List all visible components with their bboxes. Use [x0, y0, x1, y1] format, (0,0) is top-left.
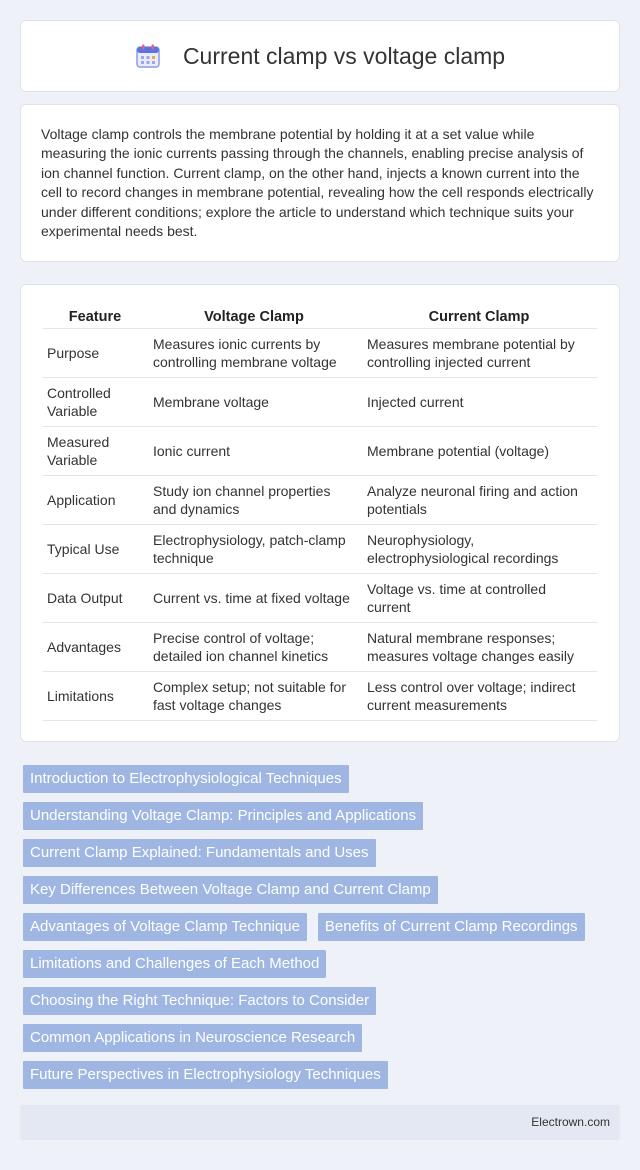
table-row — [43, 329, 597, 378]
table-cell-feature: Measured Variable — [43, 427, 147, 476]
table-cell-feature: Typical Use — [43, 525, 147, 574]
header-feature: Feature — [43, 305, 147, 329]
header-current-clamp: Current Clamp — [361, 305, 597, 329]
table-cell-current: Membrane potential (voltage) — [361, 427, 597, 476]
topic-link[interactable]: Benefits of Current Clamp Recordings — [318, 913, 585, 941]
table-cell-feature: Limitations — [43, 672, 147, 721]
intro-paragraph: Voltage clamp controls the membrane potential by holding it at a set value while measuring the ionic currents passing through the channels, enabling precise analysis of ion channel function. Current clamp, on the other hand, injects a known current into the cell to record changes in membrane potential, revealing how the cell responds electrically under different conditions; explore the article to understand which technique suits your experimental needs best. — [41, 126, 594, 240]
calendar-icon — [135, 43, 161, 69]
topic-link[interactable]: Advantages of Voltage Clamp Technique — [23, 913, 307, 941]
table-cell-current: Natural membrane responses; measures voltage changes easily — [361, 623, 597, 672]
topic-link[interactable]: Common Applications in Neuroscience Research — [23, 1024, 362, 1052]
table-cell-voltage: Precise control of voltage; detailed ion channel kinetics — [147, 623, 361, 672]
page-title: Current clamp vs voltage clamp — [182, 42, 506, 69]
table-cell-current: Analyze neuronal firing and action potentials — [361, 476, 597, 525]
table-cell-feature: Data Output — [43, 574, 147, 623]
intro-card — [20, 104, 620, 262]
table-cell-current: Measures membrane potential by controlling injected current — [361, 329, 597, 378]
table-row — [43, 427, 597, 476]
table-cell-feature: Advantages — [43, 623, 147, 672]
table-header-row — [43, 305, 597, 329]
topic-link[interactable]: Current Clamp Explained: Fundamentals and Uses — [23, 839, 376, 867]
table-cell-current: Voltage vs. time at controlled current — [361, 574, 597, 623]
table-cell-feature: Controlled Variable — [43, 378, 147, 427]
table-cell-voltage: Measures ionic currents by controlling membrane voltage — [147, 329, 361, 378]
table-cell-voltage: Current vs. time at fixed voltage — [147, 574, 361, 623]
table-row — [43, 476, 597, 525]
table-cell-voltage: Ionic current — [147, 427, 361, 476]
header-voltage-clamp: Voltage Clamp — [147, 305, 361, 329]
table-cell-current: Neurophysiology, electrophysiological recordings — [361, 525, 597, 574]
table-row — [43, 623, 597, 672]
title-card — [20, 20, 620, 92]
table-cell-current: Injected current — [361, 378, 597, 427]
footer-site-name: Electrown.com — [531, 1115, 610, 1129]
table-row — [43, 525, 597, 574]
topic-link[interactable]: Understanding Voltage Clamp: Principles and Applications — [23, 802, 423, 830]
topic-links — [20, 765, 620, 1089]
table-cell-voltage: Complex setup; not suitable for fast voltage changes — [147, 672, 361, 721]
table-cell-current: Less control over voltage; indirect current measurements — [361, 672, 597, 721]
table-row — [43, 672, 597, 721]
table-cell-voltage: Membrane voltage — [147, 378, 361, 427]
topic-link[interactable]: Key Differences Between Voltage Clamp and Current Clamp — [23, 876, 438, 904]
topic-link[interactable]: Introduction to Electrophysiological Techniques — [23, 765, 349, 793]
comparison-table-card — [20, 284, 620, 742]
topic-link[interactable]: Limitations and Challenges of Each Method — [23, 950, 326, 978]
table-cell-voltage: Study ion channel properties and dynamics — [147, 476, 361, 525]
table-cell-feature: Application — [43, 476, 147, 525]
table-cell-voltage: Electrophysiology, patch-clamp technique — [147, 525, 361, 574]
comparison-table — [43, 305, 597, 721]
footer — [20, 1105, 620, 1140]
topic-link[interactable]: Choosing the Right Technique: Factors to Consider — [23, 987, 376, 1015]
table-row — [43, 574, 597, 623]
table-cell-feature: Purpose — [43, 329, 147, 378]
table-row — [43, 378, 597, 427]
topic-link[interactable]: Future Perspectives in Electrophysiology Techniques — [23, 1061, 388, 1089]
